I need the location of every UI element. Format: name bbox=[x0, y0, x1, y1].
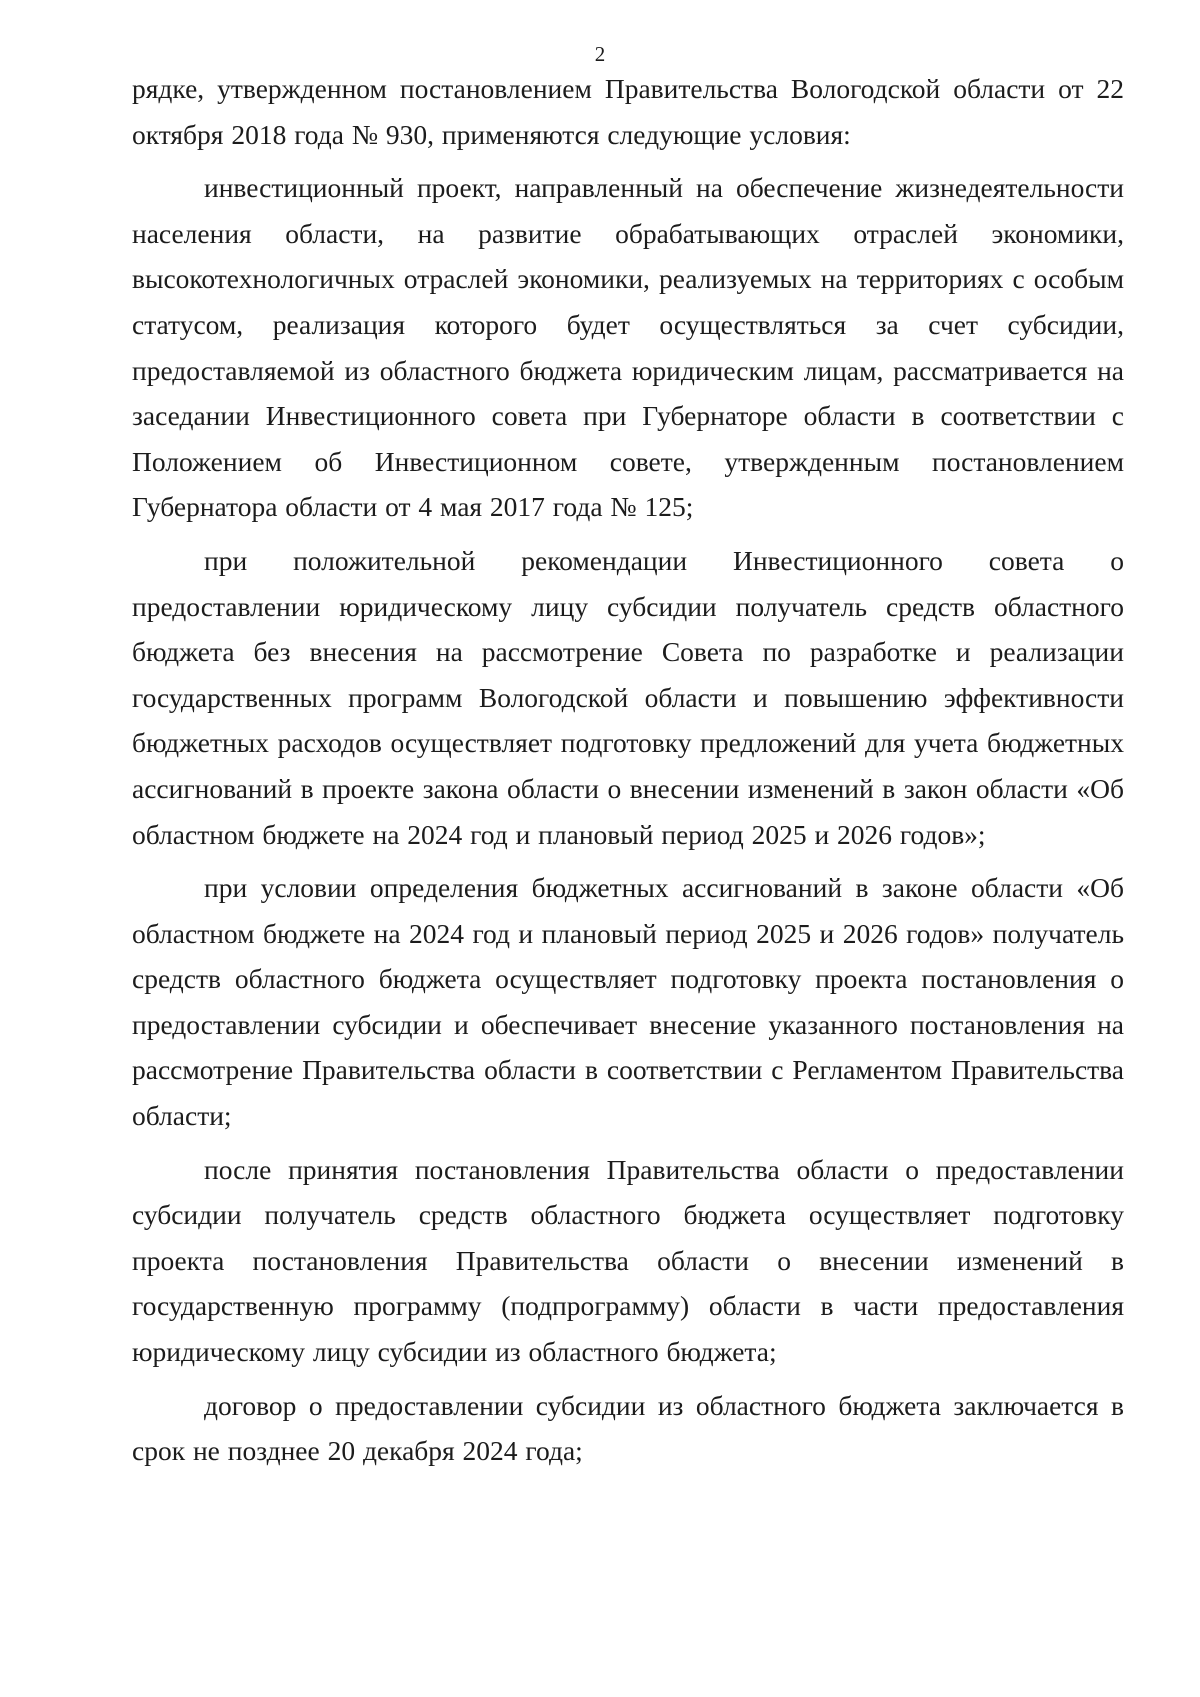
paragraph-budget-allocation: при условии определения бюджетных ассигнований в законе области «Об областном бюджете на 2024 год и плановый период 2025 и 2026 годов» получатель средств областного бюджета осуществляет подготовку проекта постановления о предоставлении субсидии и обеспечивает внесение указанного постановления на рассмотрение Правительства области в соответствии с Регламентом Правительства области; bbox=[132, 872, 1124, 1132]
page-number: 2 bbox=[594, 42, 606, 66]
paragraph-after-resolution: после принятия постановления Правительства области о предоставлении субсидии получатель средств областного бюджета осуществляет подготовку проекта постановления Правительства области о внесении изменений в государственную программу (подпрограмму) области в части предоставления юридическому лицу субсидии из областного бюджета; bbox=[132, 1153, 1124, 1368]
paragraph-continuation: рядке, утвержденном постановлением Правительства Вологодской области от 22 октября 2018 года № 930, применяются следующие условия: bbox=[132, 73, 1124, 150]
paragraph-subsidy-agreement: договор о предоставлении субсидии из областного бюджета заключается в срок не позднее 20 декабря 2024 года; bbox=[132, 1389, 1124, 1467]
paragraph-positive-recommendation: при положительной рекомендации Инвестиционного совета о предоставлении юридическому лицу субсидии получатель средств областного бюджета без внесения на рассмотрение Совета по разработке и реализации государственных программ Вологодской области и повышению эффективности бюджетных расходов осуществляет подготовку предложений для учета бюджетных ассигнований в проекте закона области о внесении изменений в закон области «Об областном бюджете на 2024 год и плановый период 2025 и 2026 годов»; bbox=[132, 544, 1124, 850]
document-body bbox=[132, 66, 1124, 1474]
paragraph-investment-project: инвестиционный проект, направленный на обеспечение жизнедеятельности населения области, на развитие обрабатывающих отраслей экономики, высокотехнологичных отраслей экономики, реализуемых на территориях с особым статусом, реализация которого будет осуществляться за счет субсидии, предоставляемой из областного бюджета юридическим лицам, рассматривается на заседании Инвестиционного совета при Губернаторе области в соответствии с Положением об Инвестиционном совете, утвержденным постановлением Губернатора области от 4 мая 2017 года № 125; bbox=[132, 172, 1124, 523]
